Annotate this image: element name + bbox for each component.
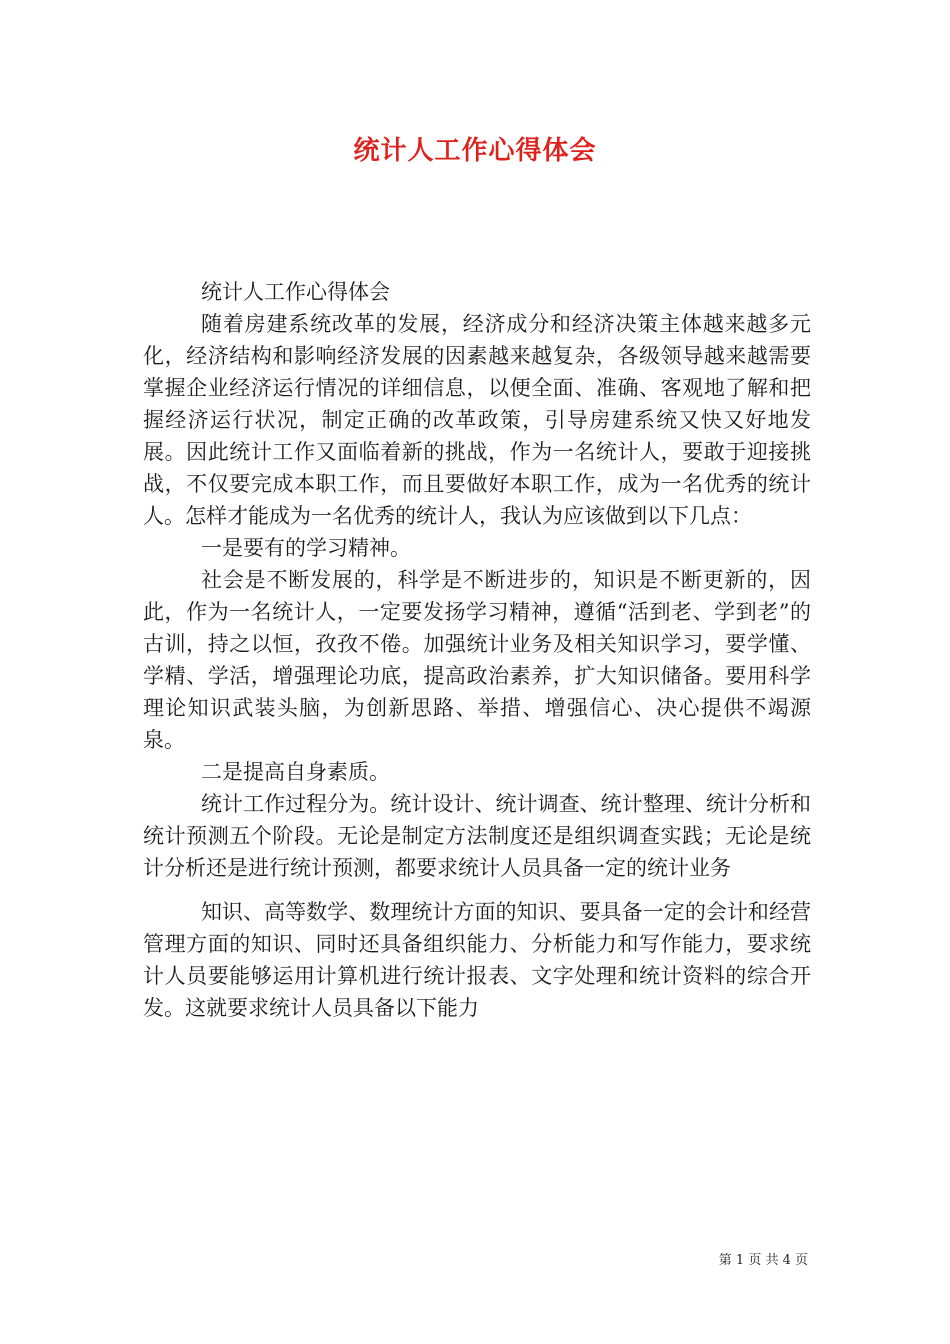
paragraph-point-one-heading: 一是要有的学习精神。 bbox=[201, 536, 411, 560]
paragraph-point-two-heading: 二是提高自身素质。 bbox=[201, 760, 390, 784]
document-body bbox=[143, 276, 811, 1024]
document-title: 统计人工作心得体会 bbox=[353, 136, 597, 166]
paragraph-point-two-body: 统计工作过程分为。统计设计、统计调查、统计整理、统计分析和统计预测五个阶段。无论是制定方法制度还是组织调查实践；无论是统计分析还是进行统计预测，都要求统计人员具备一定的统计业务 bbox=[143, 792, 811, 880]
paragraph-point-two-continued: 知识、高等数学、数理统计方面的知识、要具备一定的会计和经营管理方面的知识、同时还具备组织能力、分析能力和写作能力，要求统计人员要能够运用计算机进行统计报表、文字处理和统计资料的综合开发。这就要求统计人员具备以下能力 bbox=[143, 900, 811, 1020]
paragraph-subtitle: 统计人工作心得体会 bbox=[201, 280, 390, 304]
page-number: 第 1 页 共 4 页 bbox=[718, 1253, 808, 1268]
paragraph-intro: 随着房建系统改革的发展，经济成分和经济决策主体越来越多元化，经济结构和影响经济发展的因素越来越复杂，各级领导越来越需要掌握企业经济运行情况的详细信息，以便全面、准确、客观地了解和把握经济运行状况，制定正确的改革政策，引导房建系统又快又好地发展。因此统计工作又面临着新的挑战，作为一名统计人，要敢于迎接挑战，不仅要完成本职工作，而且要做好本职工作，成为一名优秀的统计人。怎样才能成为一名优秀的统计人，我认为应该做到以下几点： bbox=[143, 312, 811, 528]
paragraph-point-one-body: 社会是不断发展的，科学是不断进步的，知识是不断更新的，因此，作为一名统计人，一定要发扬学习精神，遵循“活到老、学到老”的古训，持之以恒，孜孜不倦。加强统计业务及相关知识学习，要学懂、学精、学活，增强理论功底，提高政治素养，扩大知识储备。要用科学理论知识武装头脑，为创新思路、举措、增强信心、决心提供不竭源泉。 bbox=[143, 568, 811, 752]
